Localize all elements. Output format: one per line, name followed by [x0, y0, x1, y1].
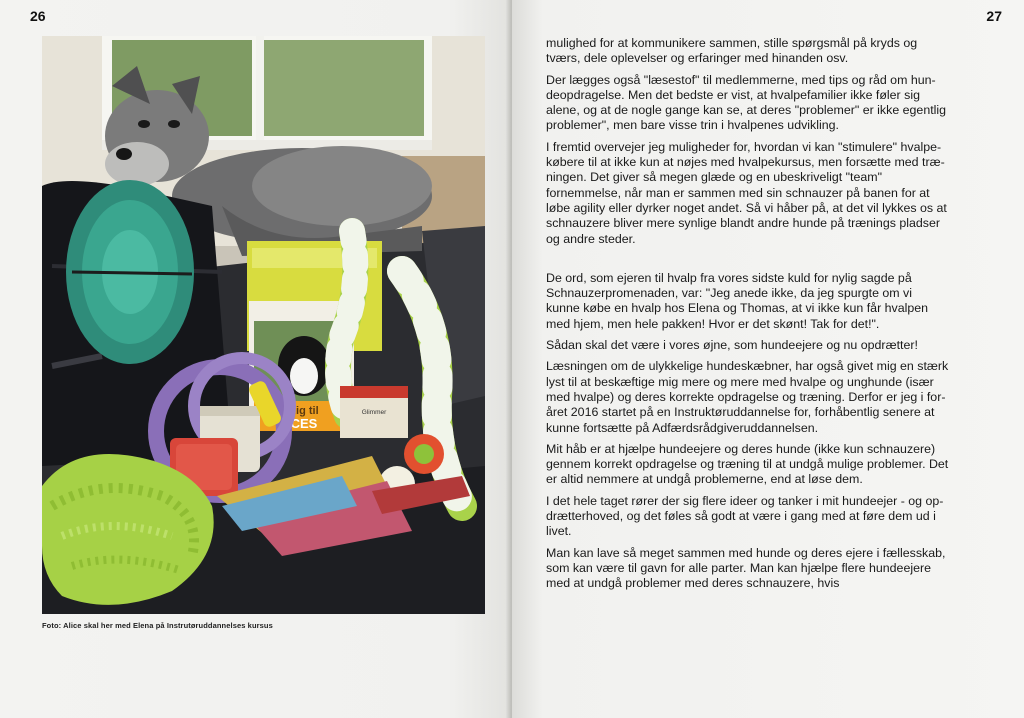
- paragraph: mulighed for at kommunikere sammen, stille spørgsmål på kryds og tværs, dele oplevelser og erfaringer med hinanden osv.: [546, 36, 918, 66]
- photo-dog-with-training-gear: [42, 36, 485, 614]
- photo-caption: Foto: Alice skal her med Elena på Instrutøruddannelses kursus: [42, 621, 273, 630]
- paragraph: Mit håb er at hjælpe hundeejere og deres hunde (ikke kun schnauzere) gennem korrekt opdragelse og træning til at undgå mulige problemer. Det er altid nemmere at undgå problemerne, end at løse dem.: [546, 441, 949, 487]
- package-label: Glimmer: [361, 409, 387, 416]
- paragraph: Man kan lave så meget sammen med hunde og deres ejere i fællesskab, som kan være til gavn for alle parter. Man kan hjælpe flere hundeejere med at undgå problemer med deres schnauzere, hvis: [546, 545, 946, 591]
- paragraph: Sådan skal det være i vores øjne, som hundeejere og nu opdrætter!: [546, 338, 918, 353]
- paragraph: Der lægges også "læsestof" til medlemmerne, med tips og råd om hun- deopdragelse. Men det bedste er vist, at hvalpefamilier ikke føler sig alene, og at de nogle gange kan se, at deres "problemer" er ikke egentlig problemer", men bare visse trin i hvalpenes udvikling.: [546, 72, 947, 133]
- article-body: [546, 36, 992, 598]
- book-cover-title: CES: [290, 416, 318, 431]
- page-number-right: 27: [986, 8, 1002, 24]
- paragraph: Læsningen om de ulykkelige hundeskæbner, har også givet mig en stærk lyst til at beskæftige mig mere og mere med hvalpe og unghunde (især med hvalpe) og deres korrekte opdragelse og træning. Derfor er jeg i for- året 2016 startet på en Instruktøruddannelse for, forhåbentlig senere at kunne fortsætte på Adfærdsrådgiveruddannelsen.: [546, 359, 949, 435]
- paragraph: I det hele taget rører der sig flere ideer og tanker i mit hundeejer - og op- drætterhoved, og det føles så godt at være i gang med at føre dem ud i livet.: [546, 493, 944, 539]
- page-number-left: 26: [30, 8, 46, 24]
- left-page: [0, 0, 510, 718]
- paragraph: De ord, som ejeren til hvalp fra vores sidste kuld for nylig sagde på Schnauzerpromenaden, var: "Jeg anede ikke, da jeg spurgte om vi kunne købe en hvalp hos Elena og Thomas, at vi ikke kun får hvalpen med hjem, men hele pakken! Hvor er det skønt! Tak for det!".: [546, 270, 929, 331]
- book-cover-subtitle: dig til: [289, 405, 319, 417]
- paragraph: I fremtid overvejer jeg muligheder for, hvordan vi kan "stimulere" hvalpe- købere til at ikke kun at nøjes med hvalpekursus, men forsætte med træ- ningen. Det giver så megen glæde og en ubeskriveligt "team" fornemmelse, når man er sammen med sin schnauzer på banen for at løbe agility eller dyrker noget andet. Så vi håber på, at det vil lykkes os at schnauzere bliver mere synlige blandt andre hunde på trænings pladser og andre steder.: [546, 139, 947, 246]
